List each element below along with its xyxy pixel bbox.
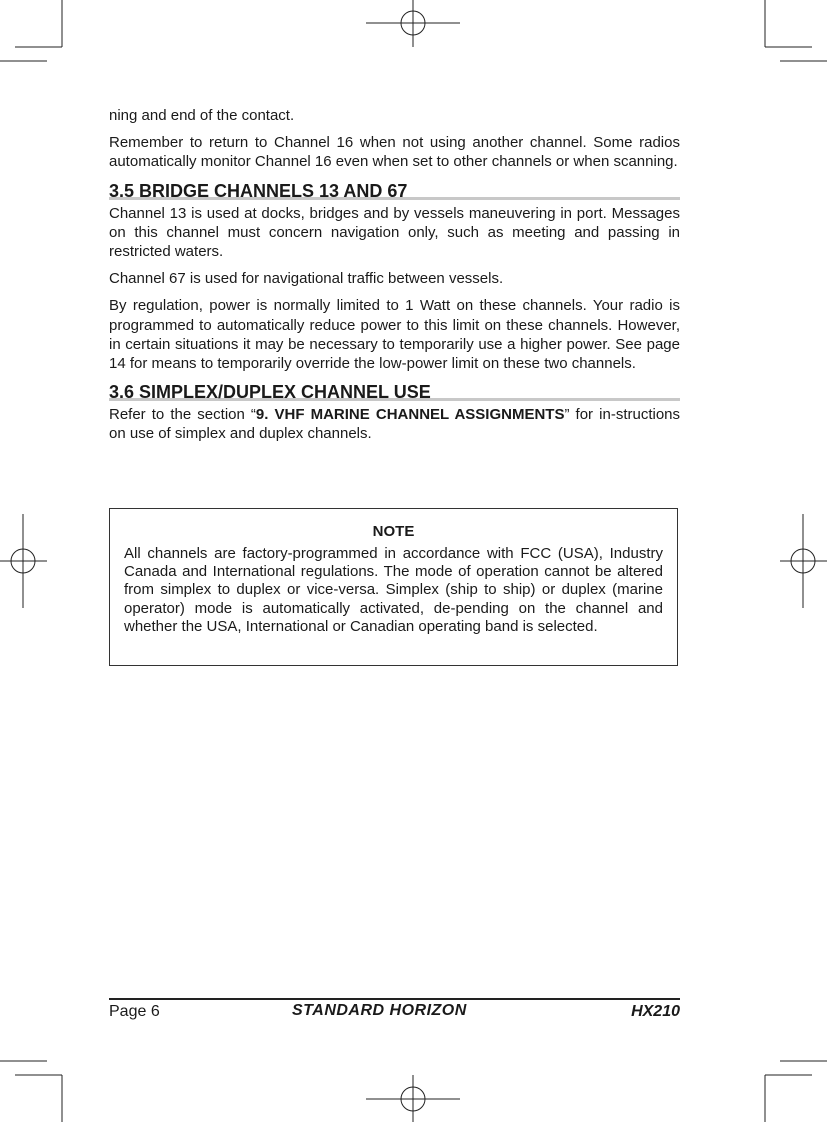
footer-rule xyxy=(109,998,680,1000)
note-text: All channels are factory-programmed in accordance with FCC (USA), Industry Canada and International regulations. The mode of operation cannot be altered from simplex to duplex or vice-versa. Simplex (ship to ship) or duplex (marine operator) mode is automatically activated, de-pending on the channel and whether the USA, International or Canadian operating band is selected. xyxy=(124,545,663,635)
page-body xyxy=(109,106,680,452)
section-heading-3-6-text: 3.6 SIMPLEX/DUPLEX CHANNEL USE xyxy=(109,382,431,403)
section-heading-3-6 xyxy=(109,381,680,403)
brand-logo: STANDARD HORIZON xyxy=(292,1002,467,1019)
ref-suffix: ” for in-structions on use of simplex and duplex channels. xyxy=(109,406,681,443)
power-limit-paragraph: By regulation, power is normally limited to 1 Watt on these channels. Your radio is programmed to automatically reduce power to this limit on these channels. However, in certain situations it may be necessary to temporarily use a higher power. See page 14 for means to temporarily override the low-power limit on these two channels. xyxy=(109,297,680,373)
note-title: NOTE xyxy=(372,523,415,540)
section-heading-3-5-text: 3.5 BRIDGE CHANNELS 13 AND 67 xyxy=(109,180,408,201)
simplex-duplex-paragraph xyxy=(109,405,680,443)
channel16-reminder: Remember to return to Channel 16 when not using another channel. Some radios automatically monitor Channel 16 even when set to other channels or when scanning. xyxy=(109,134,680,171)
section-reference: 9. VHF MARINE CHANNEL ASSIGNMENTS xyxy=(255,406,565,424)
intro-fragment: ning and end of the contact. xyxy=(109,107,295,124)
model-name: HX210 xyxy=(631,1003,680,1020)
note-box xyxy=(109,508,678,666)
section-heading-3-5 xyxy=(109,180,680,202)
page-number: Page 6 xyxy=(109,1003,160,1020)
channel67-paragraph: Channel 67 is used for navigational traffic between vessels. xyxy=(109,270,504,288)
ref-prefix: Refer to the section “ xyxy=(109,406,256,424)
channel13-paragraph: Channel 13 is used at docks, bridges and by vessels maneuvering in port. Messages on this channel must concern navigation only, such as meeting and passing in restricted waters. xyxy=(109,204,680,261)
